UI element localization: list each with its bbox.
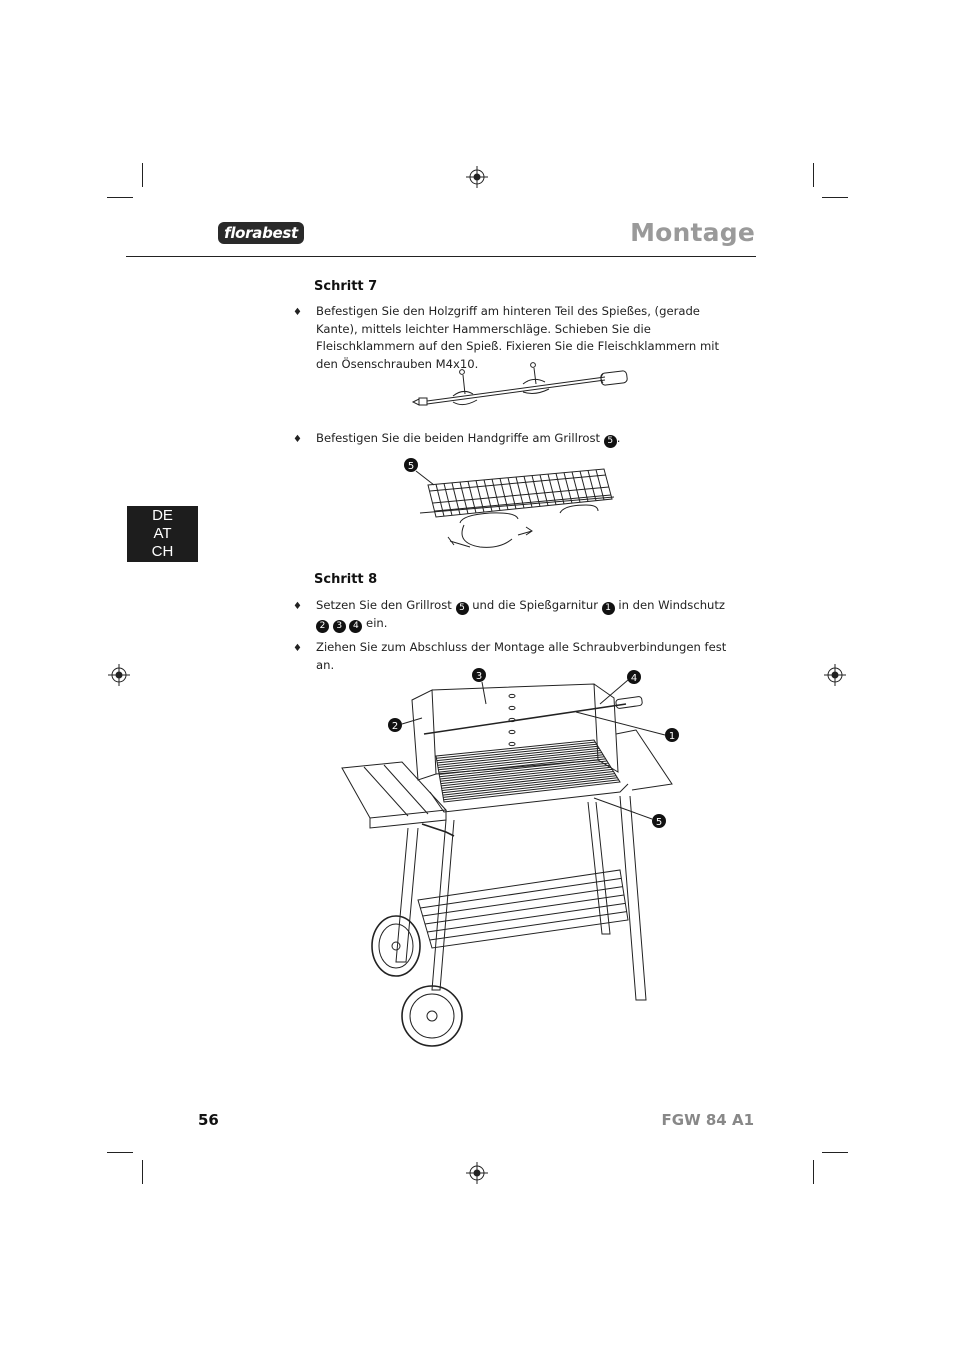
svg-text:2: 2 [391, 721, 399, 732]
svg-text:5: 5 [655, 817, 663, 828]
wheel [372, 916, 420, 976]
shelf-slat [420, 878, 621, 908]
bullet-diamond-icon: ♦ [293, 434, 302, 445]
cart-grate-bars [436, 742, 618, 800]
grill-cart-illustration [336, 664, 686, 1050]
instruction-text: Setzen Sie den Grillrost 5 und die Spießgarnitur 1 in den Windschutz 2 3 4 ein. [316, 598, 726, 631]
windshield-hole [509, 730, 515, 733]
part-number-badge: 5 [456, 602, 469, 615]
windshield-hole [509, 694, 515, 697]
part-number-badge: 5 [604, 435, 617, 448]
brand-logo [218, 218, 304, 248]
page-title: Montage [630, 218, 755, 247]
crop-mark [813, 163, 814, 187]
registration-mark-icon [466, 1162, 488, 1184]
header-divider [126, 256, 756, 257]
page-number: 56 [198, 1111, 219, 1129]
bullet-diamond-icon: ♦ [293, 643, 302, 654]
grate-bar [596, 470, 604, 500]
instruction-text: Ziehen Sie zum Abschluss der Montage alle Schraubverbindungen fest an. [316, 640, 727, 672]
crop-mark [142, 1160, 143, 1184]
crop-mark [822, 1152, 848, 1153]
registration-mark-icon [108, 664, 130, 686]
callout-badge [388, 718, 402, 732]
instruction-text: Befestigen Sie die beiden Handgriffe am Grillrost 5 . [316, 431, 621, 446]
part-number-badge: 1 [602, 602, 615, 615]
language-tab [127, 506, 198, 562]
shelf-slats [420, 878, 626, 940]
svg-text:5: 5 [407, 461, 415, 472]
svg-text:4: 4 [630, 673, 638, 684]
bullet-diamond-icon: ♦ [293, 601, 302, 612]
grate-bar [580, 471, 588, 501]
spit-illustration [405, 362, 635, 414]
shelf-slat [427, 903, 625, 932]
crop-mark [142, 163, 143, 187]
wheel [402, 986, 462, 1046]
grate-bar [439, 755, 603, 772]
registration-mark-icon [466, 166, 488, 188]
callout-badge [652, 814, 666, 828]
crop-mark [813, 1160, 814, 1184]
svg-text:3: 3 [475, 671, 483, 682]
instruction-text: Befestigen Sie den Holzgriff am hinteren Teil des Spießes, (gerade Kante), mittels leichter Hammerschläge. Schieben Sie die Fleischklammern auf den Spieß. Fixieren Sie die Fleischklammern mit den Ösenschrauben M4x10. [316, 304, 720, 371]
callout-badge [627, 670, 641, 684]
grill-grate-illustration [400, 455, 630, 555]
windshield-hole [509, 742, 515, 745]
shelf-slat [423, 887, 623, 916]
crop-mark [107, 1152, 133, 1153]
part-number-badge: 3 [333, 620, 346, 633]
language-code: CH [151, 543, 174, 560]
shelf-slat [430, 912, 627, 940]
language-code: AT [153, 525, 172, 542]
crop-mark [107, 197, 133, 198]
step-heading: Schritt 8 [314, 572, 378, 587]
model-number: FGW 84 A1 [661, 1111, 754, 1129]
brand-logo-text: florabest [218, 222, 304, 244]
language-code: DE [152, 507, 173, 524]
callout-badge [472, 668, 486, 682]
part-number-badge: 2 [316, 620, 329, 633]
bullet-diamond-icon: ♦ [293, 307, 302, 318]
windshield-hole [509, 706, 515, 709]
registration-mark-icon [824, 664, 846, 686]
callout-badge [404, 458, 418, 472]
grate-bar [588, 470, 596, 500]
callout-badge [665, 728, 679, 742]
step-heading: Schritt 7 [314, 279, 378, 294]
shelf-slat [425, 895, 624, 924]
part-number-badge: 4 [349, 620, 362, 633]
svg-text:1: 1 [668, 731, 676, 742]
crop-mark [822, 197, 848, 198]
grate-bar [439, 757, 604, 775]
grate-bar [440, 759, 606, 777]
